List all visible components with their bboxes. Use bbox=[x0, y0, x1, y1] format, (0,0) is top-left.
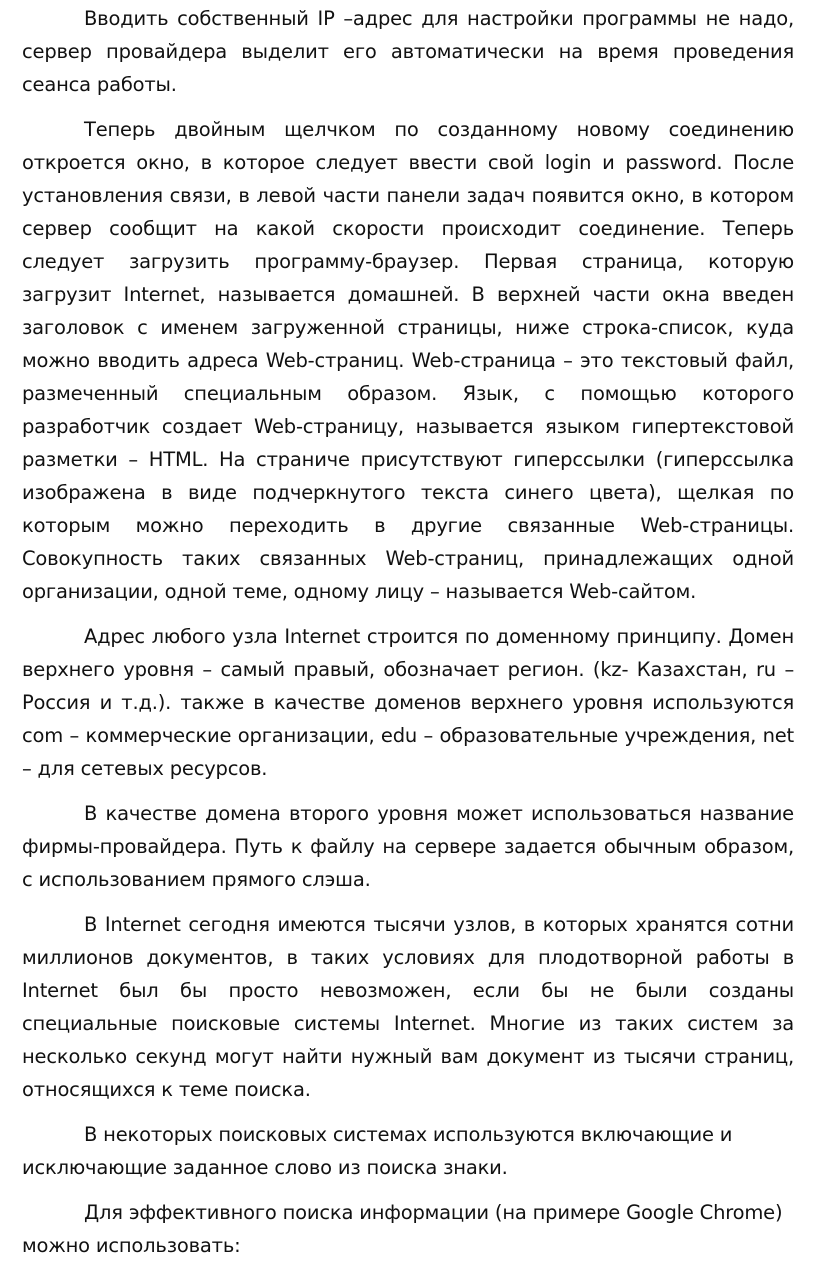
paragraph-search-systems: В Internet сегодня имеются тысячи узлов, в которых хранятся сотни миллионов документов, в таких условиях для плодотворной работы в Internet был бы просто невозможен, если бы не были созданы специальные поисковые системы Internet. Многие из таких систем за несколько секунд могут найти нужный вам документ из тысячи страниц, относящихся к теме поиска. bbox=[22, 913, 794, 1101]
paragraph-effective-search: Для эффективного поиска информации (на примере Google Chrome) можно использовать: bbox=[22, 1201, 783, 1257]
document-page bbox=[22, 2, 794, 1274]
paragraph-connection-browser: Теперь двойным щелчком по созданному новому соединению откроется окно, в которое следует ввести свой login и password. После установления связи, в левой части панели задач появится окно, в котором сервер сообщит на какой скорости происходит соединение. Теперь следует загрузить программу-браузер. Первая страница, которую загрузит Internet, называется домашней. В верхней части окна введен заголовок с именем загруженной страницы, ниже строка-список, куда можно вводить адреса Web-страниц. Web-страница – это текстовый файл, размеченный специальным образом. Язык, с помощью которого разработчик создает Web-страницу, называется языком гипертекстовой разметки – HTML. На страниче присутствуют гиперссылки (гиперссылка изображена в виде подчеркнутого текста синего цвета), щелкая по которым можно переходить в другие связанные Web-страницы. Совокупность таких связанных Web-страниц, принадлежащих одной организации, одной теме, одному лицу – называется Web-сайтом. bbox=[22, 118, 794, 603]
paragraph-second-level-domain: В качестве домена второго уровня может использоваться название фирмы-провайдера. Путь к файлу на сервере задается обычным образом, с использованием прямого слэша. bbox=[22, 802, 794, 891]
paragraph-ip-address: Вводить собственный IP –адрес для настройки программы не надо, сервер провайдера выделит его автоматически на время проведения сеанса работы. bbox=[22, 7, 794, 96]
paragraph-search-operators: В некоторых поисковых системах используются включающие и исключающие заданное слово из поиска знаки. bbox=[22, 1123, 733, 1179]
paragraph-domain-address: Адрес любого узла Internet строится по доменному принципу. Домен верхнего уровня – самый правый, обозначает регион. (kz- Казахстан, ru – Россия и т.д.). также в качестве доменов верхнего уровня используются com – коммерческие организации, edu – образовательные учреждения, net – для сетевых ресурсов. bbox=[22, 625, 794, 780]
